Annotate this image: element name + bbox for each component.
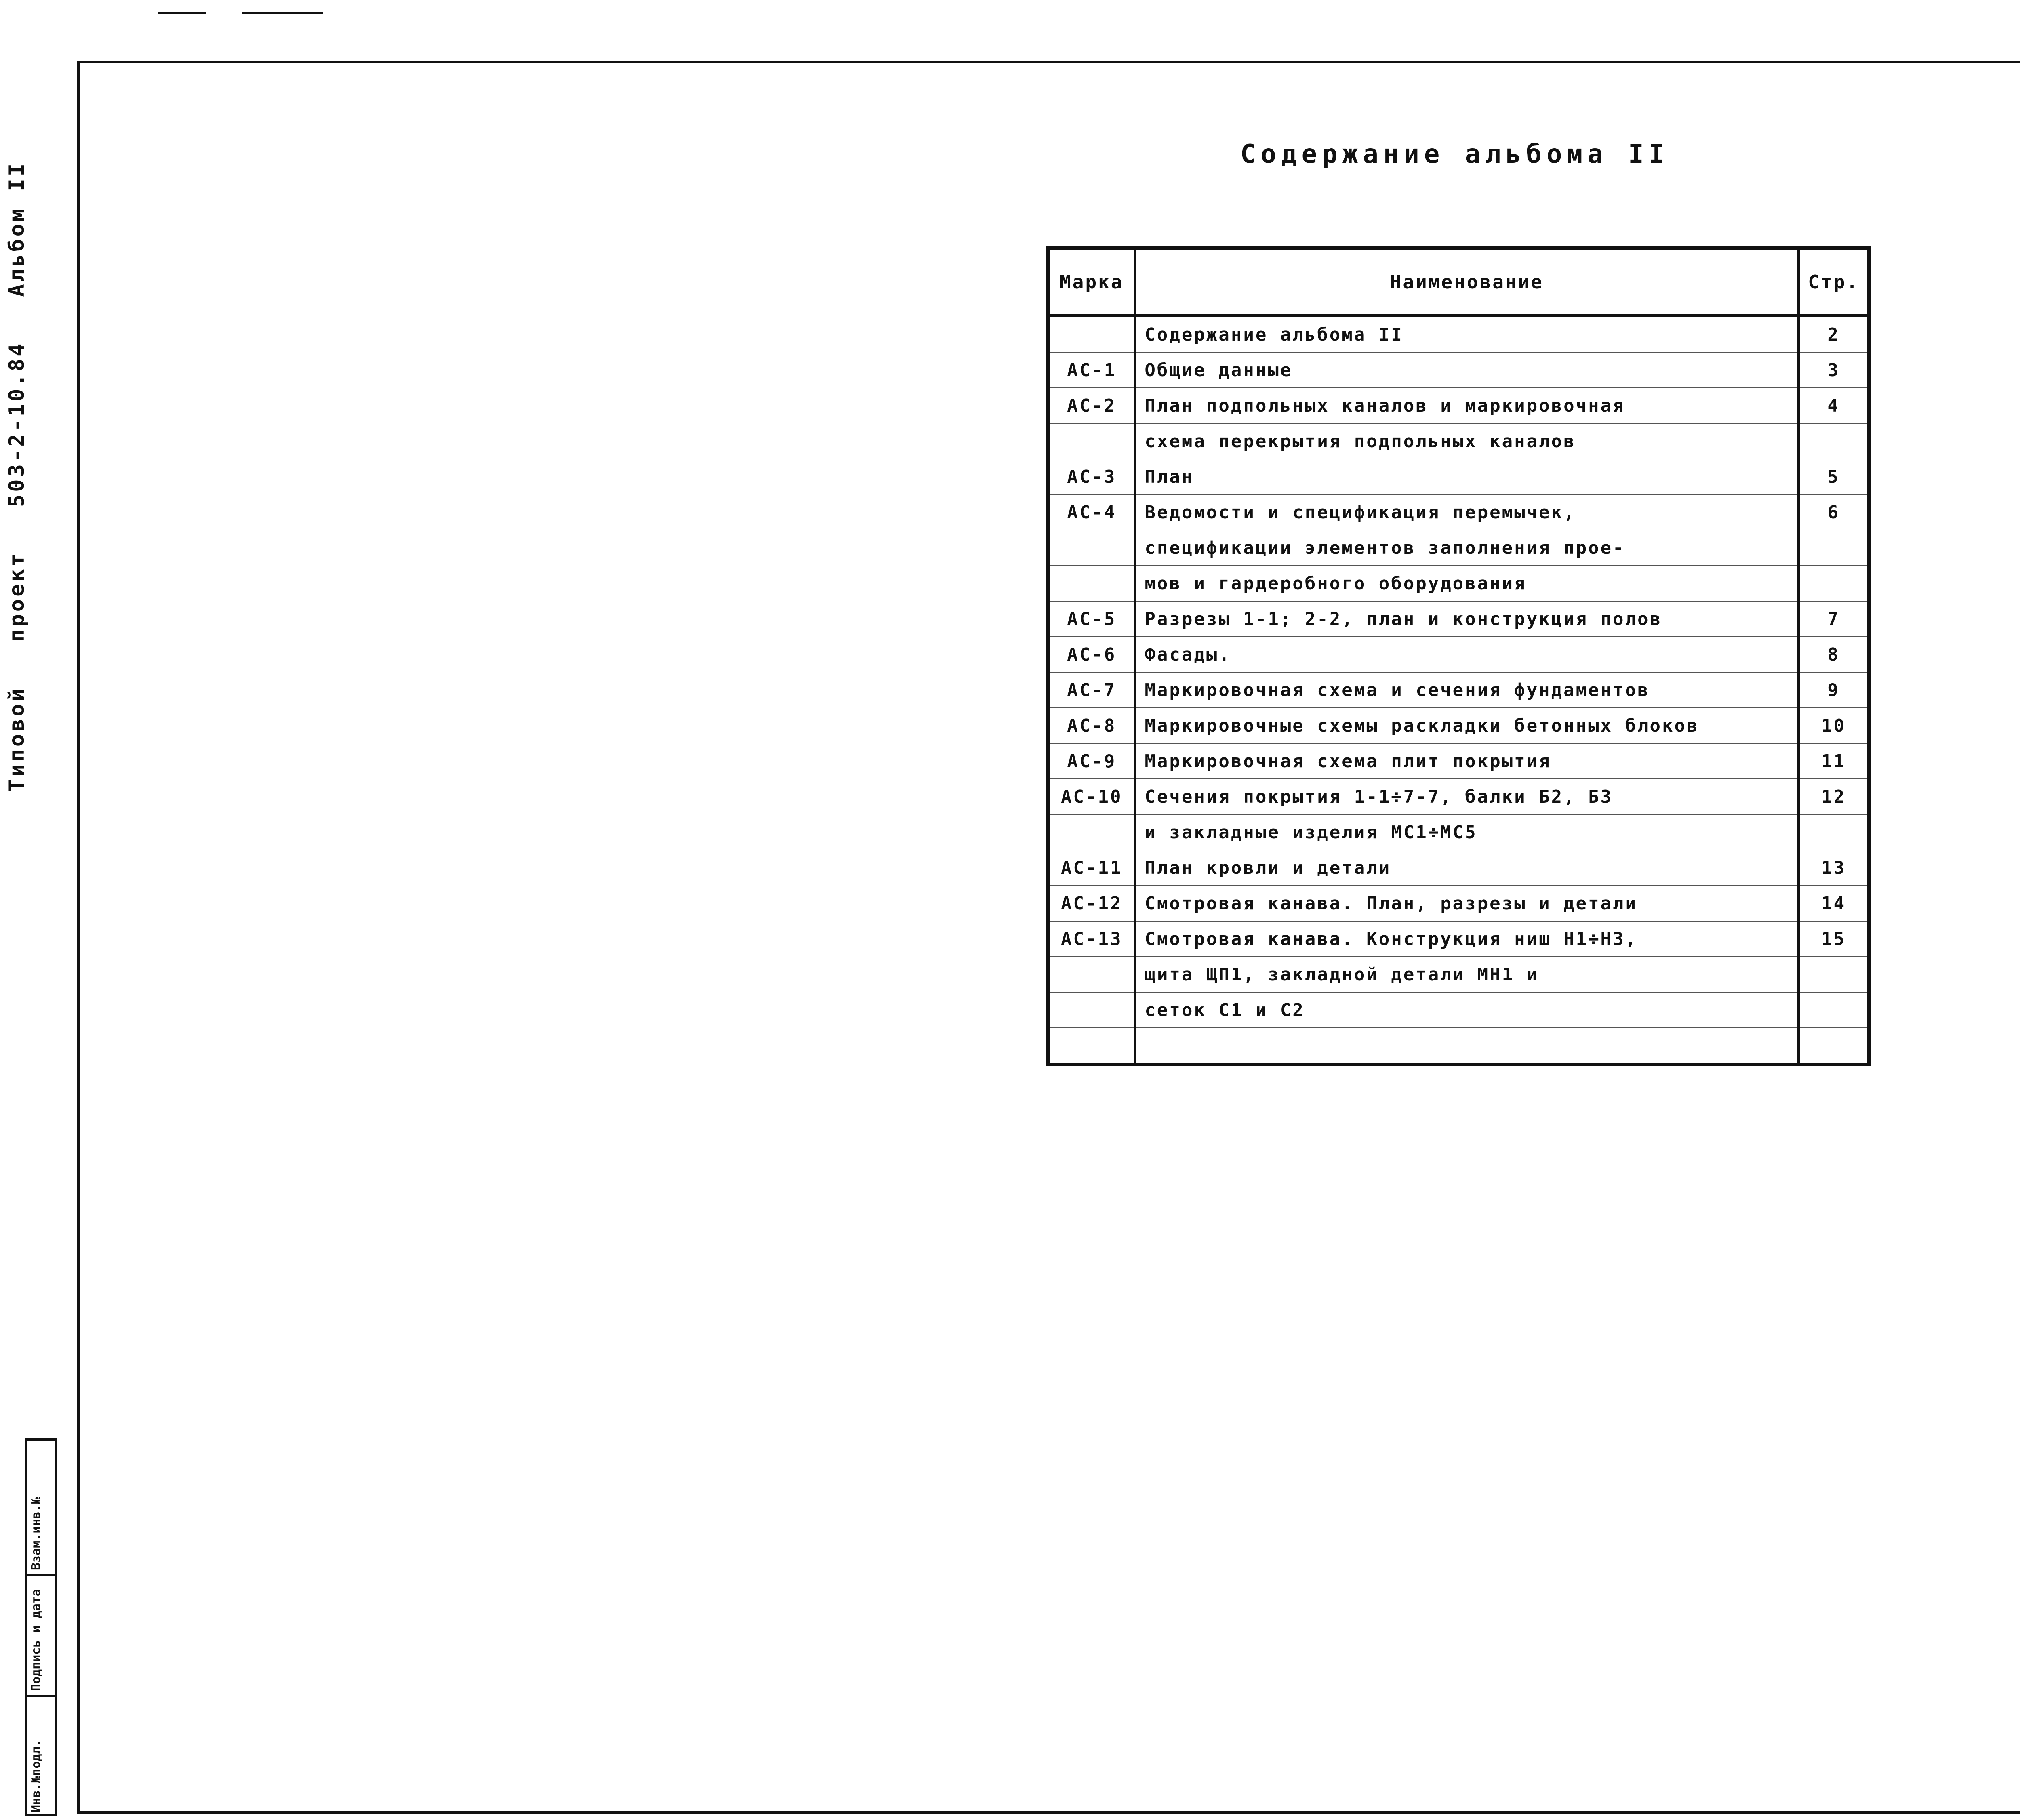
cell-name: План xyxy=(1135,459,1799,494)
table-body xyxy=(1048,316,1869,1065)
cell-mark: АС-7 xyxy=(1048,672,1135,708)
cell-mark xyxy=(1048,992,1135,1028)
table-row xyxy=(1048,530,1869,566)
signature-date-label: Подпись и дата xyxy=(29,1589,43,1691)
cell-page: 5 xyxy=(1799,459,1869,494)
cell-mark: АС-1 xyxy=(1048,352,1135,388)
cell-page xyxy=(1799,423,1869,459)
cell-name: Маркировочная схема плит покрытия xyxy=(1135,743,1799,779)
cell-mark: АС-12 xyxy=(1048,886,1135,921)
table-row xyxy=(1048,316,1869,353)
table-row xyxy=(1048,672,1869,708)
side-stamp-project: проект xyxy=(5,551,29,642)
cell-mark xyxy=(1048,316,1135,353)
top-scan-mark-2 xyxy=(242,12,323,14)
cell-name: Фасады. xyxy=(1135,637,1799,672)
cell-mark: АС-9 xyxy=(1048,743,1135,779)
header-page: Стр. xyxy=(1799,248,1869,316)
cell-mark: АС-3 xyxy=(1048,459,1135,494)
table-row xyxy=(1048,992,1869,1028)
cell-mark xyxy=(1048,1028,1135,1065)
header-mark: Марка xyxy=(1048,248,1135,316)
cell-name: Разрезы 1-1; 2-2, план и конструкция полов xyxy=(1135,601,1799,637)
side-project-stamp xyxy=(5,145,29,792)
cell-page xyxy=(1799,957,1869,992)
cell-name xyxy=(1135,1028,1799,1065)
cell-mark: АС-4 xyxy=(1048,494,1135,530)
cell-name: Ведомости и спецификация перемычек, xyxy=(1135,494,1799,530)
table-row xyxy=(1048,957,1869,992)
table-row xyxy=(1048,637,1869,672)
cell-mark: АС-13 xyxy=(1048,921,1135,957)
cell-page: 12 xyxy=(1799,779,1869,814)
table-row xyxy=(1048,708,1869,743)
bottom-border-line xyxy=(77,1811,2020,1814)
cell-page: 13 xyxy=(1799,850,1869,886)
cell-name: Смотровая канава. Конструкция ниш Н1÷Н3, xyxy=(1135,921,1799,957)
cell-page xyxy=(1799,530,1869,566)
table-header-row xyxy=(1048,248,1869,316)
table-row xyxy=(1048,886,1869,921)
top-scan-mark xyxy=(158,12,206,14)
cell-mark: АС-6 xyxy=(1048,637,1135,672)
cell-mark xyxy=(1048,566,1135,601)
cell-mark xyxy=(1048,423,1135,459)
side-stamp-type: Типовой xyxy=(5,686,29,792)
signature-box xyxy=(25,1438,57,1816)
side-stamp-album: Альбом II xyxy=(5,161,29,297)
cell-name: План подпольных каналов и маркировочная xyxy=(1135,388,1799,423)
cell-mark: АС-11 xyxy=(1048,850,1135,886)
table-row xyxy=(1048,601,1869,637)
cell-page xyxy=(1799,1028,1869,1065)
table-row xyxy=(1048,388,1869,423)
cell-page: 15 xyxy=(1799,921,1869,957)
contents-table xyxy=(1046,246,1871,1066)
replacement-inventory-label: Взам.инв.№ xyxy=(29,1497,43,1570)
cell-mark: АС-2 xyxy=(1048,388,1135,423)
table-row xyxy=(1048,850,1869,886)
table-row xyxy=(1048,814,1869,850)
cell-name: Маркировочная схема и сечения фундаментов xyxy=(1135,672,1799,708)
cell-mark xyxy=(1048,530,1135,566)
cell-name: щита ЩП1, закладной детали МН1 и xyxy=(1135,957,1799,992)
cell-page: 6 xyxy=(1799,494,1869,530)
cell-name: сеток С1 и С2 xyxy=(1135,992,1799,1028)
table-row xyxy=(1048,1028,1869,1065)
cell-page: 9 xyxy=(1799,672,1869,708)
cell-mark: АС-10 xyxy=(1048,779,1135,814)
cell-page xyxy=(1799,566,1869,601)
cell-name: Маркировочные схемы раскладки бетонных блоков xyxy=(1135,708,1799,743)
cell-page xyxy=(1799,992,1869,1028)
cell-page: 2 xyxy=(1799,316,1869,353)
cell-page: 11 xyxy=(1799,743,1869,779)
cell-page: 10 xyxy=(1799,708,1869,743)
table-row xyxy=(1048,494,1869,530)
cell-name: План кровли и детали xyxy=(1135,850,1799,886)
cell-page xyxy=(1799,814,1869,850)
table-row xyxy=(1048,423,1869,459)
top-border-line xyxy=(77,61,2020,63)
cell-name: Содержание альбома II xyxy=(1135,316,1799,353)
side-stamp-code: 503-2-10.84 xyxy=(5,341,29,507)
table-row xyxy=(1048,921,1869,957)
inventory-number-label: Инв.№подл. xyxy=(29,1739,43,1812)
cell-name: и закладные изделия МС1÷МС5 xyxy=(1135,814,1799,850)
cell-name: Общие данные xyxy=(1135,352,1799,388)
table-row xyxy=(1048,566,1869,601)
cell-name: схема перекрытия подпольных каналов xyxy=(1135,423,1799,459)
table-row xyxy=(1048,352,1869,388)
cell-page: 8 xyxy=(1799,637,1869,672)
table-row xyxy=(1048,459,1869,494)
table-row xyxy=(1048,779,1869,814)
cell-page: 3 xyxy=(1799,352,1869,388)
cell-mark xyxy=(1048,957,1135,992)
cell-name: мов и гардеробного оборудования xyxy=(1135,566,1799,601)
cell-page: 7 xyxy=(1799,601,1869,637)
page-title: Содержание альбома II xyxy=(1240,139,1669,169)
cell-page: 14 xyxy=(1799,886,1869,921)
cell-name: Сечения покрытия 1-1÷7-7, балки Б2, Б3 xyxy=(1135,779,1799,814)
table-row xyxy=(1048,743,1869,779)
cell-mark xyxy=(1048,814,1135,850)
cell-mark: АС-8 xyxy=(1048,708,1135,743)
left-border-line xyxy=(77,61,80,1814)
cell-name: Смотровая канава. План, разрезы и детали xyxy=(1135,886,1799,921)
cell-name: спецификации элементов заполнения прое- xyxy=(1135,530,1799,566)
header-name: Наименование xyxy=(1135,248,1799,316)
cell-page: 4 xyxy=(1799,388,1869,423)
cell-mark: АС-5 xyxy=(1048,601,1135,637)
